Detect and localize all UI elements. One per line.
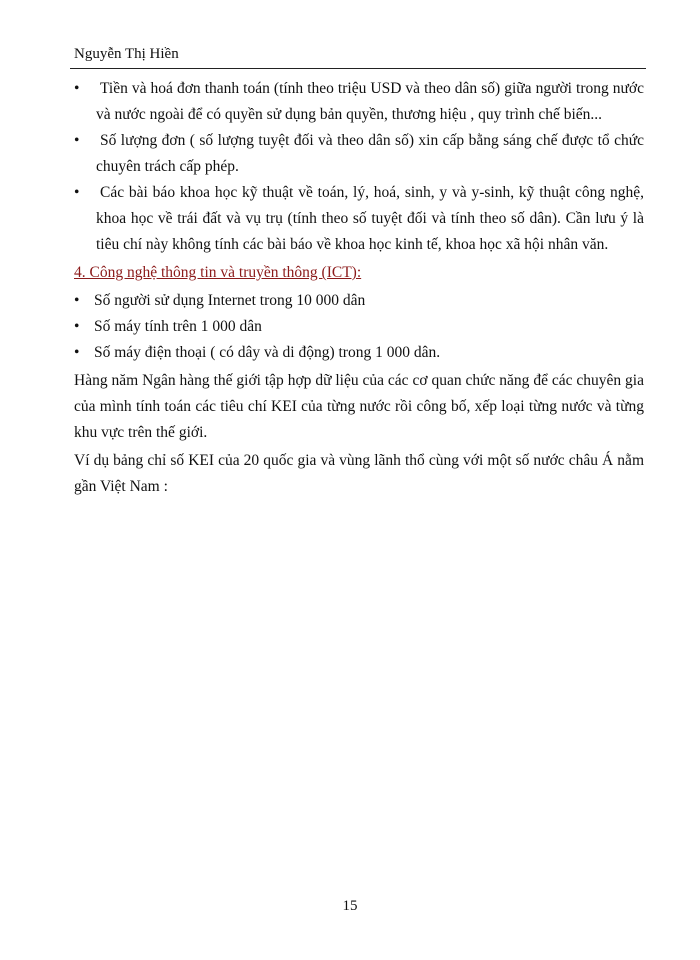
list-item xyxy=(74,314,644,340)
list-item-text: Số máy điện thoại ( có dây và di động) trong 1 000 dân. xyxy=(94,344,441,361)
page-number: 15 xyxy=(342,898,358,914)
bullet-icon: • xyxy=(74,344,80,361)
section-heading-ict: 4. Công nghệ thông tin và truyền thông (ICT): xyxy=(74,264,362,281)
bullet-icon: • xyxy=(74,184,80,201)
list-item-text: Các bài báo khoa học kỹ thuật về toán, lý, hoá, sinh, y và y-sinh, kỹ thuật công nghệ, khoa học về trái đất và vụ trụ (tính theo số tuyệt đối và tính theo số dân). Cần lưu ý là tiêu chí này không tính các bài báo về khoa học kinh tế, khoa học xã hội nhân văn. xyxy=(96,184,644,253)
list-item-text: Số lượng đơn ( số lượng tuyệt đối và theo dân số) xin cấp bằng sáng chế được tổ chức chuyên trách cấp phép. xyxy=(96,132,644,175)
list-item-text: Tiền và hoá đơn thanh toán (tính theo triệu USD và theo dân số) giữa người trong nước và nước ngoài để có quyền sử dụng bản quyền, thương hiệu , quy trình chế biến... xyxy=(96,80,644,123)
list-item xyxy=(74,180,644,258)
page-header-author: Nguyễn Thị Hiền xyxy=(74,46,179,62)
list-item-text: Số máy tính trên 1 000 dân xyxy=(94,318,262,335)
bullet-icon: • xyxy=(74,132,80,149)
list-item-text: Số người sử dụng Internet trong 10 000 dân xyxy=(94,292,366,309)
page-content xyxy=(74,76,644,500)
body-paragraph: Hàng năm Ngân hàng thế giới tập hợp dữ liệu của các cơ quan chức năng để các chuyên gia của mình tính toán các tiêu chí KEI của từng nước rồi công bố, xếp loại từng nước và từng khu vực trên thế giới. xyxy=(74,372,644,441)
header-rule xyxy=(70,68,646,69)
list-item xyxy=(74,76,644,128)
body-paragraph: Ví dụ bảng chỉ số KEI của 20 quốc gia và vùng lãnh thổ cùng với một số nước châu Á nằm gần Việt Nam : xyxy=(74,452,644,495)
list-item xyxy=(74,128,644,180)
bullet-icon: • xyxy=(74,292,80,309)
bullet-icon: • xyxy=(74,318,80,335)
list-item xyxy=(74,288,644,314)
bullet-icon: • xyxy=(74,80,80,97)
list-item xyxy=(74,340,644,366)
